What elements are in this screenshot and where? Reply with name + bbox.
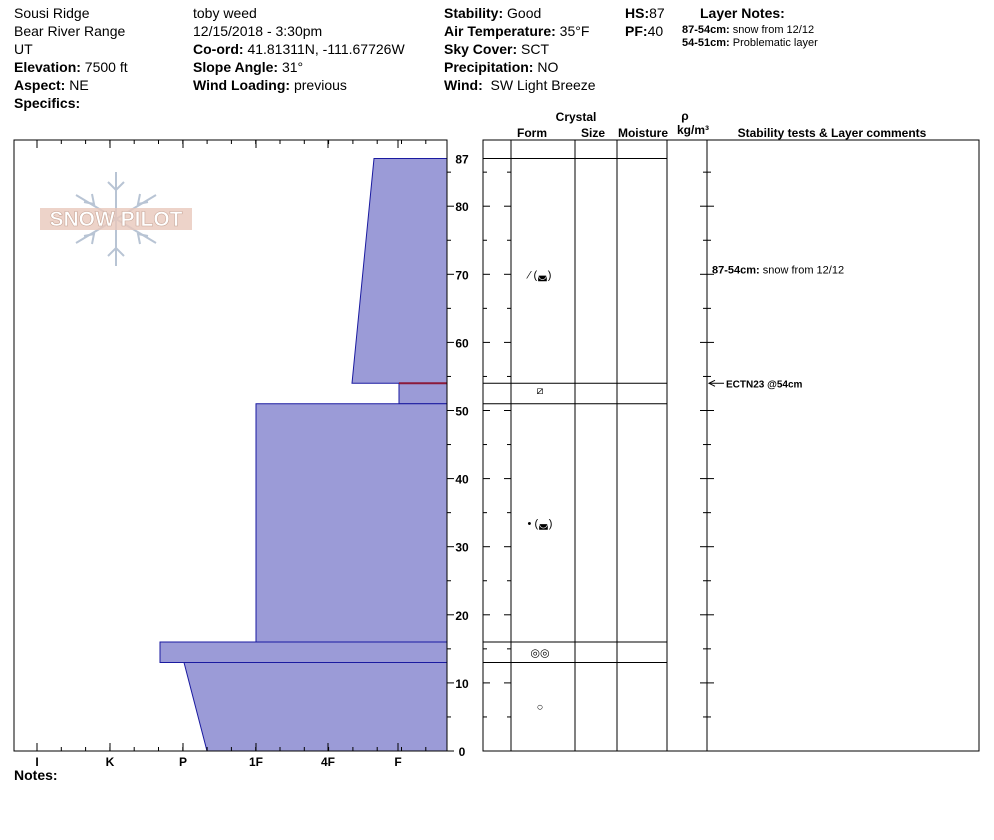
- x-tick-label: P: [178, 755, 188, 769]
- crystal-form-symbol: ○: [536, 701, 544, 714]
- range: Bear River Range: [14, 23, 126, 39]
- density-unit-header: kg/m³: [676, 123, 710, 137]
- wind-loading: Wind Loading: previous: [193, 77, 347, 93]
- specifics: Specifics:: [14, 95, 81, 111]
- notes: Notes:: [14, 767, 58, 783]
- x-tick-label: F: [394, 755, 402, 769]
- x-tick-label: I: [35, 755, 39, 769]
- hardness-layer: [256, 404, 447, 642]
- hardness-layer: [399, 383, 447, 403]
- y-tick-label: 60: [455, 336, 469, 351]
- location: Sousi Ridge: [14, 5, 90, 21]
- obs-datetime: 12/15/2018 - 3:30pm: [193, 23, 323, 39]
- state: UT: [14, 41, 33, 57]
- crystal-form-symbol: ⧄: [536, 385, 544, 398]
- y-tick-label: 10: [455, 676, 469, 691]
- stability: Stability: Good: [444, 5, 542, 21]
- layer-notes-title: Layer Notes:: [700, 5, 785, 21]
- y-tick-label: 70: [455, 268, 469, 283]
- table-frame: [483, 140, 979, 751]
- layer-note: 87-54cm: snow from 12/12: [682, 24, 815, 36]
- y-tick-label: 30: [455, 540, 469, 555]
- sky-cover: Sky Cover: SCT: [444, 41, 550, 57]
- moisture-header: Moisture: [617, 126, 669, 140]
- y-tick-label: 40: [455, 472, 469, 487]
- precipitation: Precipitation: NO: [444, 59, 559, 75]
- layer-table: [483, 109, 979, 751]
- stability-test-result: ECTN23 @54cm: [726, 379, 803, 391]
- y-tick-label: 20: [455, 608, 469, 623]
- slope-angle: Slope Angle: 31°: [193, 59, 304, 75]
- coord: Co-ord: 41.81311N, -111.67726W: [193, 41, 405, 57]
- crystal-form-symbol: ⁄ (◛): [528, 269, 552, 282]
- x-tick-label: 1F: [248, 755, 264, 769]
- snowpilot-logo: [40, 172, 192, 266]
- size-header: Size: [580, 126, 606, 140]
- air-temp: Air Temperature: 35°F: [444, 23, 590, 39]
- rho-header: ρ: [681, 109, 689, 123]
- crystal-form-symbol: • (◛): [527, 517, 553, 530]
- crystal-form-symbol: ◎◎: [530, 647, 550, 660]
- elevation: Elevation: 7500 ft: [14, 59, 128, 75]
- logo-text: SNOW PILOT: [49, 208, 183, 231]
- wind: Wind: SW Light Breeze: [444, 77, 596, 93]
- hs: HS:87: [625, 5, 665, 21]
- y-tick-label: 0: [458, 745, 466, 759]
- pf: PF:40: [625, 23, 664, 39]
- stability-comments-header: Stability tests & Layer comments: [737, 126, 927, 140]
- layer-note: 54-51cm: Problematic layer: [682, 37, 818, 49]
- y-tick-label: 50: [455, 404, 469, 419]
- crystal-header: Crystal: [555, 110, 597, 124]
- y-tick-label: 87: [455, 152, 469, 167]
- aspect: Aspect: NE: [14, 77, 89, 93]
- hardness-layer: [352, 159, 447, 384]
- x-tick-label: K: [105, 755, 115, 769]
- y-tick-label: 80: [455, 200, 469, 215]
- x-tick-label: 4F: [320, 755, 336, 769]
- hardness-layer: [184, 662, 447, 751]
- hardness-layer: [160, 642, 447, 662]
- hardness-plot: [160, 159, 447, 751]
- observer-name: toby weed: [193, 5, 257, 21]
- layer-comment: 87-54cm: snow from 12/12: [712, 264, 845, 277]
- form-header: Form: [517, 126, 547, 140]
